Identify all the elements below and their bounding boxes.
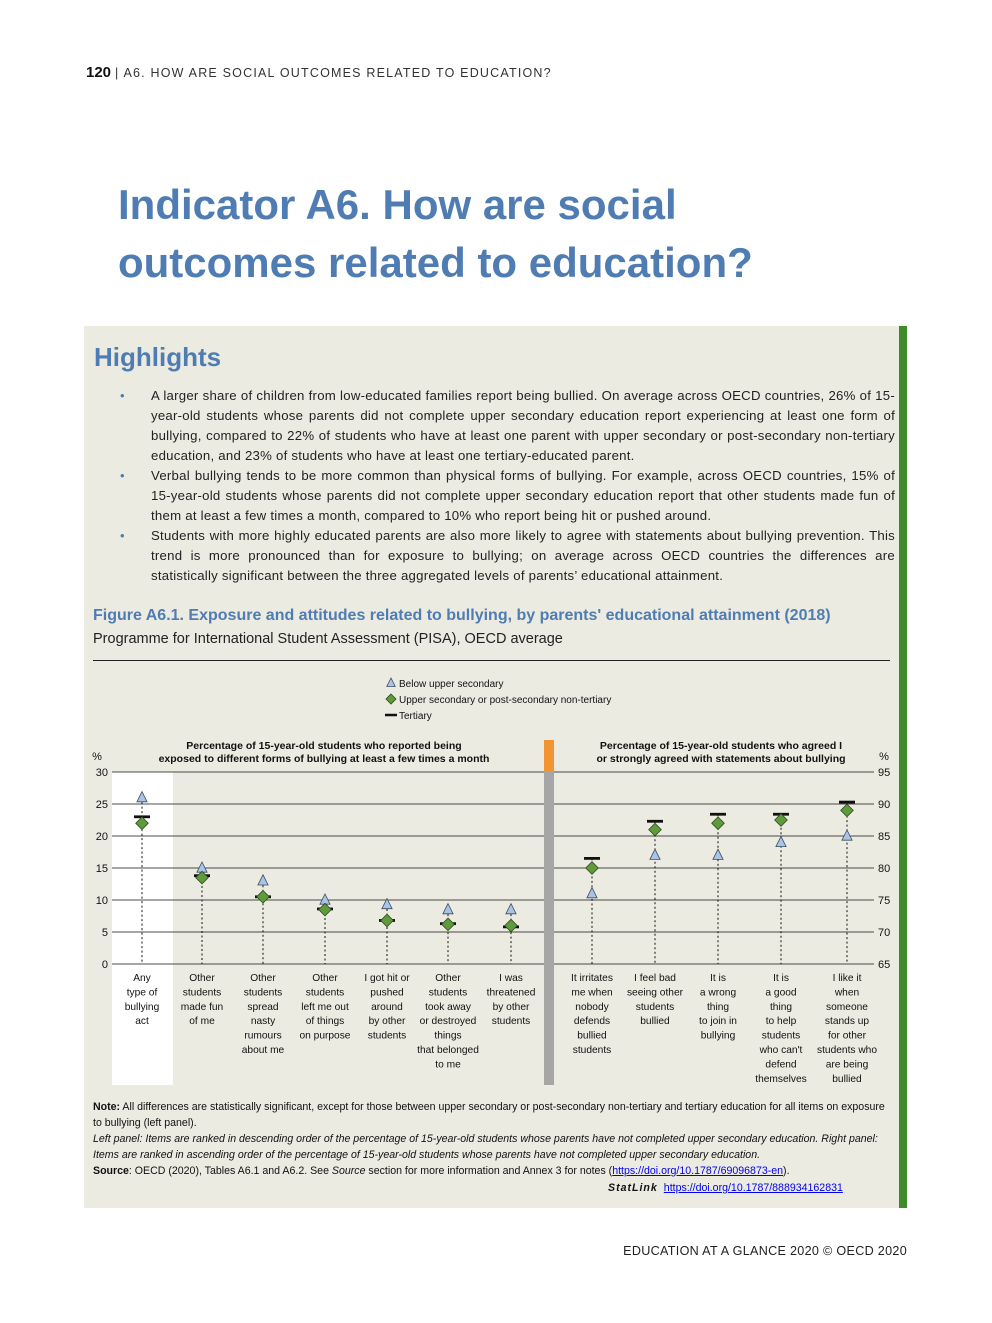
- statlink-link[interactable]: https://doi.org/10.1787/888934162831: [663, 1182, 843, 1194]
- category-label: left me out: [301, 1001, 349, 1013]
- y-tick-label: 65: [878, 959, 891, 971]
- highlight-text: A larger share of children from low-educated families report being bullied. On average across OECD countries, 26% of 15-year-old students whose parents did not complete upper secondary education report experiencing at least one form of bullying, compared to 22% of students who have at least one parent with upper secondary or post-secondary non-tertiary education, and 23% of students who have at least one tertiary-educated parent.: [151, 388, 895, 463]
- category-label: around: [371, 1001, 403, 1013]
- source-italic: Source: [331, 1165, 366, 1177]
- category-label: to join in: [699, 1016, 737, 1028]
- note-label: Note:: [93, 1101, 121, 1113]
- figure-rule: [93, 660, 890, 661]
- category-label: bullied: [832, 1073, 862, 1085]
- highlight-item: [120, 526, 895, 586]
- category-label: Any: [133, 973, 151, 984]
- category-label: me when: [571, 987, 613, 999]
- category-label: of things: [305, 1016, 345, 1028]
- category-label: made fun: [180, 1001, 224, 1013]
- source-text: : OECD (2020), Tables A6.1 and A6.2. See: [128, 1165, 332, 1177]
- category-label: I got hit or: [364, 973, 410, 984]
- source-text: section for more information and Annex 3 for notes (: [365, 1165, 613, 1177]
- category-label: who can't: [759, 1045, 803, 1056]
- category-label: seeing other: [626, 987, 684, 999]
- y-tick-label: 10: [95, 895, 108, 907]
- y-tick-label: 85: [878, 831, 891, 843]
- category-label: when: [834, 987, 860, 999]
- highlights-accent-bar: [899, 326, 907, 1208]
- category-label: by other: [492, 1001, 530, 1013]
- category-label: bullied: [577, 1030, 607, 1042]
- upper-secondary-marker: [586, 862, 599, 875]
- category-label: of me: [189, 1016, 215, 1028]
- statlink: [608, 1182, 843, 1194]
- legend-triangle-marker: [387, 678, 396, 687]
- running-header: [86, 64, 552, 81]
- y-tick-label: 25: [95, 799, 108, 811]
- category-label: spread: [247, 1001, 279, 1013]
- category-label: someone: [826, 1001, 868, 1013]
- panels-note: Left panel: Items are ranked in descending order of the percentage of 15-year-old students whose parents have not completed upper secondary education. Right panel: Items are ranked in ascending order of the percentage of 15-year-old students whose parents have not completed upper secondary education.: [93, 1133, 878, 1161]
- legend-label: Upper secondary or post-secondary non-tertiary: [399, 695, 612, 706]
- upper-secondary-marker: [649, 823, 662, 836]
- category-label: defends: [573, 1016, 611, 1028]
- category-label: thing: [706, 1001, 730, 1013]
- category-label: a good: [765, 987, 797, 999]
- upper-secondary-marker: [319, 903, 332, 916]
- category-label: bullying: [700, 1030, 736, 1042]
- source-text: ).: [783, 1165, 790, 1177]
- statlink-logo: StatLink: [608, 1182, 658, 1194]
- highlight-text: Students with more highly educated parents are also more likely to agree with statements about bullying prevention. This trend is more pronounced than for exposure to bullying; on average across OECD countries the differences are statistically significant between the three aggregated levels of parents’ educational attainment.: [151, 528, 895, 583]
- bullet-dot: •: [120, 468, 125, 483]
- highlight-item: [120, 386, 895, 466]
- category-label: students: [182, 987, 222, 999]
- highlight-text: Verbal bullying tends to be more common than physical forms of bullying. For example, across OECD countries, 15% of 15-year-old students whose parents did not complete upper secondary education report that other students made fun of them at least a few times a month, compared to 10% who report being hit or pushed around.: [151, 468, 895, 523]
- upper-secondary-marker: [257, 891, 270, 904]
- y-tick-label: 95: [878, 767, 891, 779]
- category-label: took away: [425, 1001, 471, 1013]
- figure-subtitle: Programme for International Student Assessment (PISA), OECD average: [93, 631, 563, 647]
- category-label: I like it: [832, 973, 862, 984]
- category-label: students: [305, 987, 345, 999]
- category-label: about me: [241, 1045, 285, 1056]
- category-label: Other: [189, 973, 215, 984]
- category-label: students: [367, 1030, 407, 1042]
- below-upper-secondary-marker: [320, 894, 330, 904]
- y-tick-label: 15: [95, 863, 108, 875]
- upper-secondary-marker: [196, 871, 209, 884]
- highlights-heading: Highlights: [94, 342, 222, 372]
- panel-title-line: exposed to different forms of bullying at least a few times a month: [158, 753, 490, 765]
- category-label: are being: [825, 1059, 869, 1071]
- below-upper-secondary-marker: [842, 830, 852, 840]
- y-tick-label: 90: [878, 799, 891, 811]
- category-label: bullying: [124, 1001, 160, 1013]
- category-label: students: [243, 987, 283, 999]
- below-upper-secondary-marker: [258, 875, 268, 885]
- bullet-dot: •: [120, 528, 125, 543]
- category-label: pushed: [370, 987, 404, 999]
- highlights-list: [120, 386, 895, 586]
- upper-secondary-marker: [442, 918, 455, 931]
- axis-unit: %: [879, 751, 889, 763]
- category-label: defend: [765, 1059, 797, 1071]
- below-upper-secondary-marker: [713, 849, 723, 859]
- category-label: students: [491, 1016, 531, 1028]
- y-tick-label: 70: [878, 927, 891, 939]
- category-label: students: [572, 1045, 612, 1056]
- category-label: stands up: [824, 1016, 870, 1028]
- bullet-dot: •: [120, 388, 125, 403]
- source-link[interactable]: https://doi.org/10.1787/69096873-en: [612, 1165, 784, 1177]
- figure-title: Figure A6.1. Exposure and attitudes related to bullying, by parents' educational attainment (2018): [93, 607, 831, 624]
- below-upper-secondary-marker: [443, 904, 453, 914]
- category-label: Other: [435, 973, 461, 984]
- panel-title-line: Percentage of 15-year-old students who agreed I: [599, 740, 843, 752]
- panel-title-line: or strongly agreed with statements about bullying: [596, 753, 846, 765]
- category-label: nobody: [575, 1001, 609, 1013]
- y-tick-label: 5: [101, 927, 108, 939]
- note-text: All differences are statistically significant, except for those between upper secondary or post-secondary non-tertiary and tertiary education for all items on exposure to bullying (left panel).: [93, 1101, 885, 1129]
- category-label: Other: [312, 973, 338, 984]
- below-upper-secondary-marker: [650, 849, 660, 859]
- panel-title-line: Percentage of 15-year-old students who reported being: [186, 740, 462, 752]
- category-label: students who: [816, 1045, 878, 1056]
- y-tick-label: 80: [878, 863, 891, 875]
- y-tick-label: 20: [95, 831, 108, 843]
- y-tick-label: 75: [878, 895, 891, 907]
- category-label: type of: [126, 987, 158, 999]
- page-number: 120: [86, 64, 112, 81]
- category-label: I was: [499, 973, 523, 984]
- highlight-item: [120, 466, 895, 526]
- category-label: things: [434, 1030, 462, 1042]
- category-label: on purpose: [299, 1030, 351, 1042]
- category-label: to me: [435, 1059, 461, 1071]
- category-label: rumours: [244, 1030, 282, 1042]
- category-label: themselves: [755, 1073, 807, 1085]
- category-label: by other: [368, 1016, 406, 1028]
- category-label: to help: [765, 1016, 797, 1028]
- category-label: It irritates: [571, 973, 613, 984]
- category-label: threatened: [486, 987, 536, 999]
- upper-secondary-marker: [712, 817, 725, 830]
- indicator-title: Indicator A6. How are social outcomes related to education?: [118, 181, 753, 286]
- category-label: I feel bad: [634, 973, 676, 984]
- upper-secondary-marker: [505, 919, 518, 932]
- upper-secondary-marker: [841, 804, 854, 817]
- panel-separator: [544, 772, 554, 1085]
- upper-secondary-marker: [381, 914, 394, 927]
- category-label: Other: [250, 973, 276, 984]
- category-label: thing: [769, 1001, 793, 1013]
- below-upper-secondary-marker: [506, 904, 516, 914]
- page-footer: EDUCATION AT A GLANCE 2020 © OECD 2020: [623, 1244, 907, 1258]
- category-label: students: [428, 987, 468, 999]
- category-label: for other: [828, 1030, 866, 1042]
- legend-label: Tertiary: [399, 711, 432, 722]
- below-upper-secondary-marker: [197, 862, 207, 872]
- below-upper-secondary-marker: [776, 836, 786, 846]
- header-separator: |: [115, 66, 120, 80]
- bullying-chart: [84, 668, 899, 1093]
- source-label: Source: [93, 1165, 129, 1177]
- category-label: nasty: [250, 1016, 276, 1028]
- legend-label: Below upper secondary: [399, 679, 504, 690]
- running-title: A6. HOW ARE SOCIAL OUTCOMES RELATED TO EDUCATION?: [123, 66, 552, 80]
- y-tick-label: 0: [101, 959, 108, 971]
- category-label: It is: [773, 973, 789, 984]
- legend-diamond-marker: [386, 694, 396, 704]
- below-upper-secondary-marker: [587, 888, 597, 898]
- category-label: students: [761, 1030, 801, 1042]
- y-tick-label: 30: [95, 767, 108, 779]
- axis-unit: %: [92, 751, 102, 763]
- category-label: act: [135, 1016, 149, 1028]
- category-label: bullied: [640, 1016, 670, 1028]
- category-label: students: [635, 1001, 675, 1013]
- category-label: or destroyed: [419, 1016, 477, 1028]
- figure-notes: [93, 1099, 894, 1179]
- category-label: a wrong: [699, 987, 737, 999]
- panel-separator-top: [544, 740, 554, 772]
- category-label: that belonged: [417, 1045, 479, 1056]
- category-label: It is: [710, 973, 726, 984]
